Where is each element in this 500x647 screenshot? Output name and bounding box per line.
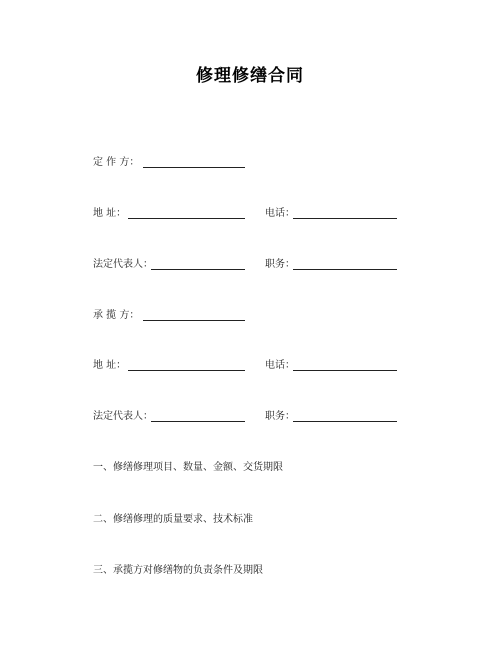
contractor-position-field: [265, 408, 400, 426]
principal-name-field: [93, 154, 248, 172]
principal-address-field: [93, 205, 248, 223]
contractor-position-label: 职务：: [265, 411, 295, 422]
principal-name-blank[interactable]: [143, 167, 245, 168]
section-heading-2: 二、修缮修理的质量要求、技术标准: [93, 514, 253, 525]
principal-position-blank[interactable]: [293, 269, 397, 270]
contractor-legal-rep-label: 法定代表人：: [93, 411, 153, 422]
contractor-legal-rep-field: [93, 408, 248, 426]
contractor-phone-label: 电话：: [265, 360, 295, 371]
contractor-address-blank[interactable]: [128, 370, 245, 371]
principal-name-label: 定 作 方：: [93, 157, 140, 168]
principal-phone-blank[interactable]: [293, 218, 397, 219]
section-heading-1: 一、修缮修理项目、数量、金额、交货期限: [93, 462, 283, 473]
contractor-phone-field: [265, 357, 400, 375]
contractor-address-field: [93, 357, 248, 375]
principal-legal-rep-blank[interactable]: [151, 269, 245, 270]
document-title: 修理修缮合同: [196, 66, 304, 86]
contractor-position-blank[interactable]: [293, 421, 397, 422]
principal-position-label: 职务：: [265, 259, 295, 270]
contractor-name-label: 承 揽 方：: [93, 310, 140, 321]
contractor-legal-rep-blank[interactable]: [151, 421, 245, 422]
principal-legal-rep-label: 法定代表人：: [93, 259, 153, 270]
contractor-phone-blank[interactable]: [293, 370, 397, 371]
principal-address-blank[interactable]: [128, 218, 245, 219]
principal-legal-rep-field: [93, 256, 248, 274]
principal-address-label: 地 址：: [93, 208, 127, 219]
section-heading-3: 三、承揽方对修缮物的负责条件及期限: [93, 565, 263, 576]
contractor-name-blank[interactable]: [143, 320, 245, 321]
contractor-name-field: [93, 307, 248, 325]
principal-position-field: [265, 256, 400, 274]
principal-phone-label: 电话：: [265, 208, 295, 219]
contractor-address-label: 地 址：: [93, 360, 127, 371]
principal-phone-field: [265, 205, 400, 223]
